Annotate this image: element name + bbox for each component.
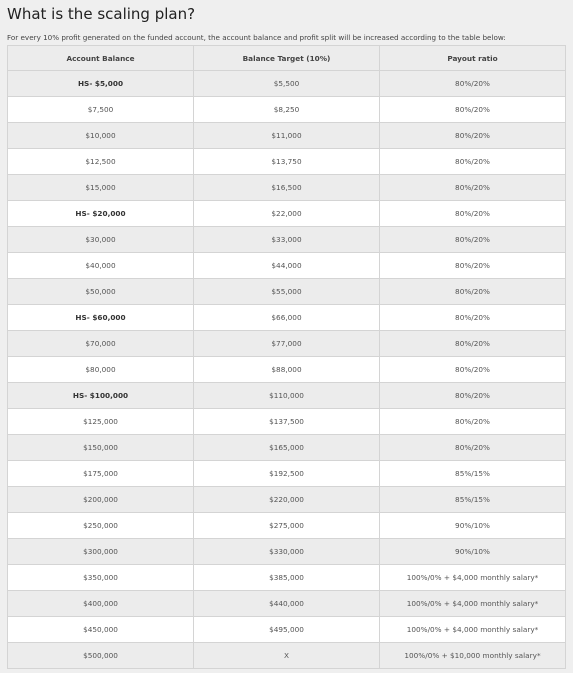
table-row — [8, 253, 566, 279]
table-row — [8, 565, 566, 591]
balance-target-cell: $165,000 — [194, 435, 380, 461]
balance-target-cell: $11,000 — [194, 123, 380, 149]
table-row — [8, 123, 566, 149]
balance-target-cell: $110,000 — [194, 383, 380, 409]
payout-ratio-cell: 80%/20% — [380, 253, 566, 279]
table-row — [8, 201, 566, 227]
table-header-row — [8, 46, 566, 71]
table-row — [8, 513, 566, 539]
balance-target-cell: $22,000 — [194, 201, 380, 227]
table-row — [8, 383, 566, 409]
balance-target-cell: $137,500 — [194, 409, 380, 435]
balance-target-cell: $220,000 — [194, 487, 380, 513]
payout-ratio-cell: 80%/20% — [380, 201, 566, 227]
payout-ratio-cell: 80%/20% — [380, 409, 566, 435]
table-row — [8, 331, 566, 357]
account-balance-cell: $15,000 — [8, 175, 194, 201]
payout-ratio-cell: 100%/0% + $4,000 monthly salary* — [380, 565, 566, 591]
table-row — [8, 617, 566, 643]
table-body — [8, 71, 566, 669]
account-balance-cell: HS- $5,000 — [8, 71, 194, 97]
account-balance-cell: $10,000 — [8, 123, 194, 149]
balance-target-cell: $44,000 — [194, 253, 380, 279]
table-row — [8, 461, 566, 487]
table-row — [8, 357, 566, 383]
payout-ratio-cell: 80%/20% — [380, 71, 566, 97]
intro-text: For every 10% profit generated on the funded account, the account balance and profit split will be increased according to the table below: — [7, 33, 506, 42]
payout-ratio-cell: 80%/20% — [380, 357, 566, 383]
account-balance-cell: $30,000 — [8, 227, 194, 253]
table-row — [8, 279, 566, 305]
balance-target-cell: $33,000 — [194, 227, 380, 253]
payout-ratio-cell: 80%/20% — [380, 435, 566, 461]
account-balance-cell: $450,000 — [8, 617, 194, 643]
account-balance-cell: $80,000 — [8, 357, 194, 383]
balance-target-cell: $495,000 — [194, 617, 380, 643]
balance-target-cell: $8,250 — [194, 97, 380, 123]
payout-ratio-cell: 100%/0% + $4,000 monthly salary* — [380, 591, 566, 617]
balance-target-cell: $385,000 — [194, 565, 380, 591]
balance-target-cell: $55,000 — [194, 279, 380, 305]
account-balance-cell: $175,000 — [8, 461, 194, 487]
balance-target-cell: X — [194, 643, 380, 669]
table-row — [8, 643, 566, 669]
account-balance-cell: $70,000 — [8, 331, 194, 357]
balance-target-cell: $88,000 — [194, 357, 380, 383]
payout-ratio-cell: 80%/20% — [380, 123, 566, 149]
account-balance-cell: $125,000 — [8, 409, 194, 435]
balance-target-cell: $13,750 — [194, 149, 380, 175]
balance-target-cell: $330,000 — [194, 539, 380, 565]
account-balance-cell: $7,500 — [8, 97, 194, 123]
account-balance-cell: $400,000 — [8, 591, 194, 617]
balance-target-cell: $16,500 — [194, 175, 380, 201]
payout-ratio-cell: 80%/20% — [380, 149, 566, 175]
table-row — [8, 149, 566, 175]
account-balance-cell: $12,500 — [8, 149, 194, 175]
payout-ratio-cell: 80%/20% — [380, 383, 566, 409]
account-balance-cell: $350,000 — [8, 565, 194, 591]
payout-ratio-cell: 80%/20% — [380, 331, 566, 357]
payout-ratio-cell: 80%/20% — [380, 97, 566, 123]
table-row — [8, 71, 566, 97]
account-balance-cell: $500,000 — [8, 643, 194, 669]
table-row — [8, 409, 566, 435]
header-payout-ratio: Payout ratio — [380, 46, 566, 71]
account-balance-cell: $50,000 — [8, 279, 194, 305]
account-balance-cell: $200,000 — [8, 487, 194, 513]
balance-target-cell: $77,000 — [194, 331, 380, 357]
table-row — [8, 97, 566, 123]
table-row — [8, 591, 566, 617]
payout-ratio-cell: 80%/20% — [380, 305, 566, 331]
account-balance-cell: $300,000 — [8, 539, 194, 565]
table-row — [8, 175, 566, 201]
payout-ratio-cell: 85%/15% — [380, 461, 566, 487]
table-row — [8, 487, 566, 513]
payout-ratio-cell: 90%/10% — [380, 539, 566, 565]
account-balance-cell: HS- $100,000 — [8, 383, 194, 409]
account-balance-cell: HS- $20,000 — [8, 201, 194, 227]
table-row — [8, 435, 566, 461]
account-balance-cell: $40,000 — [8, 253, 194, 279]
account-balance-cell: HS- $60,000 — [8, 305, 194, 331]
page-title: What is the scaling plan? — [7, 5, 196, 23]
payout-ratio-cell: 90%/10% — [380, 513, 566, 539]
payout-ratio-cell: 85%/15% — [380, 487, 566, 513]
balance-target-cell: $192,500 — [194, 461, 380, 487]
header-account-balance: Account Balance — [8, 46, 194, 71]
payout-ratio-cell: 80%/20% — [380, 175, 566, 201]
table-row — [8, 305, 566, 331]
balance-target-cell: $275,000 — [194, 513, 380, 539]
payout-ratio-cell: 100%/0% + $4,000 monthly salary* — [380, 617, 566, 643]
balance-target-cell: $66,000 — [194, 305, 380, 331]
account-balance-cell: $250,000 — [8, 513, 194, 539]
header-balance-target: Balance Target (10%) — [194, 46, 380, 71]
table-row — [8, 227, 566, 253]
payout-ratio-cell: 100%/0% + $10,000 monthly salary* — [380, 643, 566, 669]
payout-ratio-cell: 80%/20% — [380, 227, 566, 253]
balance-target-cell: $440,000 — [194, 591, 380, 617]
balance-target-cell: $5,500 — [194, 71, 380, 97]
scaling-plan-table — [7, 45, 566, 669]
table-row — [8, 539, 566, 565]
payout-ratio-cell: 80%/20% — [380, 279, 566, 305]
account-balance-cell: $150,000 — [8, 435, 194, 461]
